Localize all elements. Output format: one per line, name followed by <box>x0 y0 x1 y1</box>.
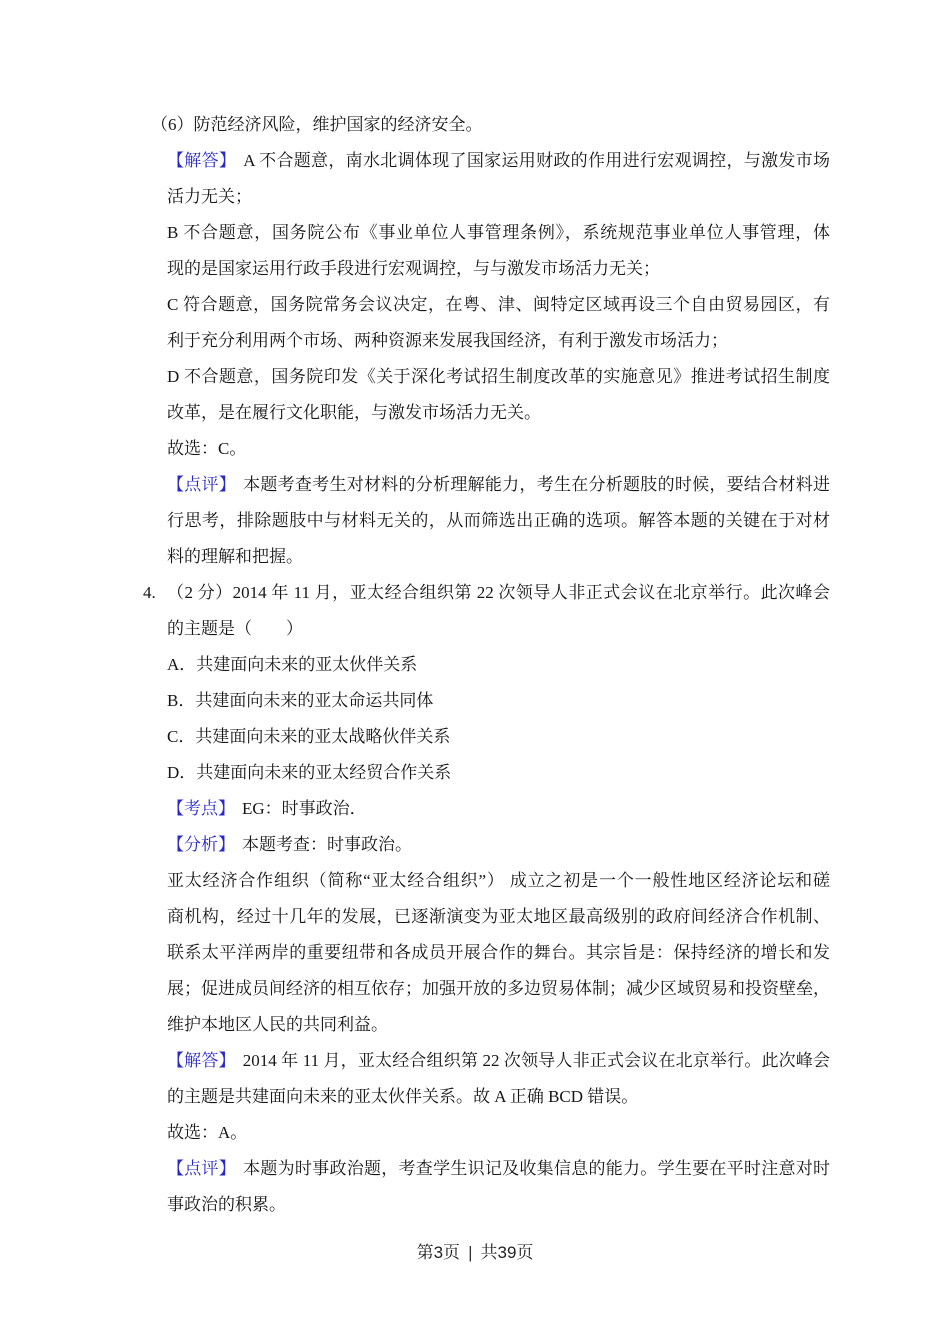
q3-solution-line-8: 改革，是在履行文化职能，与激发市场活力无关。 <box>167 403 541 422</box>
q3-solution-line-1 <box>167 143 830 179</box>
q4-stem-text-1: （2 分）2014 年 11 月，亚太经合组织第 22 次领导人非正式会议在北京举行。此次峰会 <box>167 583 830 602</box>
q3-answer-choice-line: 故选：C。 <box>167 439 247 458</box>
q4-option-c: C．共建面向未来的亚太战略伙伴关系 <box>167 727 451 746</box>
total-pages-label: 共39页 <box>480 1243 534 1262</box>
solution-label: 【解答】 <box>167 1051 236 1070</box>
q3-solution-line-4: 现的是国家运用行政手段进行宏观调控，与与激发市场活力无关； <box>167 259 660 278</box>
solution-label: 【解答】 <box>167 151 237 170</box>
document-page <box>143 107 831 1223</box>
q3-solution-text-1: A 不合题意，南水北调体现了国家运用财政的作用进行宏观调控，与激发市场 <box>243 151 830 170</box>
analysis-label: 【分析】 <box>167 835 235 854</box>
q4-option-d: D．共建面向未来的亚太经贸合作关系 <box>167 763 452 782</box>
q4-stem-line-1 <box>143 575 830 611</box>
comment-label: 【点评】 <box>167 1159 237 1178</box>
q4-option-a: A．共建面向未来的亚太伙伴关系 <box>167 655 418 674</box>
q4-analysis-line-2: 商机构，经过十几年的发展，已逐渐演变为亚太地区最高级别的政府间经济合作机制、 <box>167 907 830 926</box>
q4-analysis-intro-text: 本题考查：时事政治。 <box>242 835 412 854</box>
page-footer <box>0 1238 950 1268</box>
q4-analysis-line-1: 亚太经济合作组织（简称“亚太经合组织”） 成立之初是一个一般性地区经济论坛和磋 <box>167 871 830 890</box>
q3-comment-text-1: 本题考查考生对材料的分析理解能力，考生在分析题肢的时候，要结合材料进 <box>243 475 831 494</box>
q4-exam-point-text: EG：时事政治． <box>242 799 367 818</box>
q4-analysis-line-4: 展；促进成员间经济的相互依存；加强开放的多边贸易体制；减少区域贸易和投资壁垒， <box>167 979 830 998</box>
comment-label: 【点评】 <box>167 475 237 494</box>
q4-stem-line-2: 的主题是（ ） <box>167 619 303 638</box>
q4-comment-text-1: 本题为时事政治题，考查学生识记及收集信息的能力。学生要在平时注意对时 <box>243 1159 831 1178</box>
q4-analysis-line-3: 联系太平洋两岸的重要纽带和各成员开展合作的舞台。其宗旨是：保持经济的增长和发 <box>167 943 830 962</box>
q4-answer-choice-line: 故选：A。 <box>167 1123 248 1142</box>
current-page-label: 第3页 <box>416 1243 461 1262</box>
q4-comment-line-2: 事政治的积累。 <box>167 1195 286 1214</box>
q4-solution-line-2: 的主题是共建面向未来的亚太伙伴关系。故 A 正确 BCD 错误。 <box>167 1087 639 1106</box>
q4-comment-line-1 <box>167 1151 830 1187</box>
q3-comment-line-3: 料的理解和把握。 <box>167 547 303 566</box>
q4-solution-text-1: 2014 年 11 月，亚太经合组织第 22 次领导人非正式会议在北京举行。此次峰会 <box>242 1051 831 1070</box>
footer-separator: | <box>468 1243 473 1262</box>
question-4-number: 4. <box>143 583 156 602</box>
q3-point6-line: （6）防范经济风险，维护国家的经济安全。 <box>151 115 483 134</box>
q3-solution-line-3: B 不合题意，国务院公布《事业单位人事管理条例》，系统规范事业单位人事管理，体 <box>167 223 830 242</box>
q3-solution-line-2: 活力无关； <box>167 187 252 206</box>
q3-comment-line-2: 行思考，排除题肢中与材料无关的，从而筛选出正确的选项。解答本题的关键在于对材 <box>167 511 830 530</box>
q4-option-b: B．共建面向未来的亚太命运共同体 <box>167 691 434 710</box>
exam-point-label: 【考点】 <box>167 799 235 818</box>
q4-solution-line-1 <box>167 1043 830 1079</box>
q3-solution-line-5: C 符合题意，国务院常务会议决定，在粤、津、闽特定区域再设三个自由贸易园区，有 <box>167 295 830 314</box>
q3-comment-line-1 <box>167 467 830 503</box>
q3-solution-line-6: 利于充分利用两个市场、两种资源来发展我国经济，有利于激发市场活力； <box>167 331 728 350</box>
q4-analysis-label-line <box>167 827 830 863</box>
q3-solution-line-7: D 不合题意，国务院印发《关于深化考试招生制度改革的实施意见》推进考试招生制度 <box>167 367 830 386</box>
q4-analysis-line-5: 维护本地区人民的共同利益。 <box>167 1015 388 1034</box>
q4-exam-point-line <box>167 791 830 827</box>
